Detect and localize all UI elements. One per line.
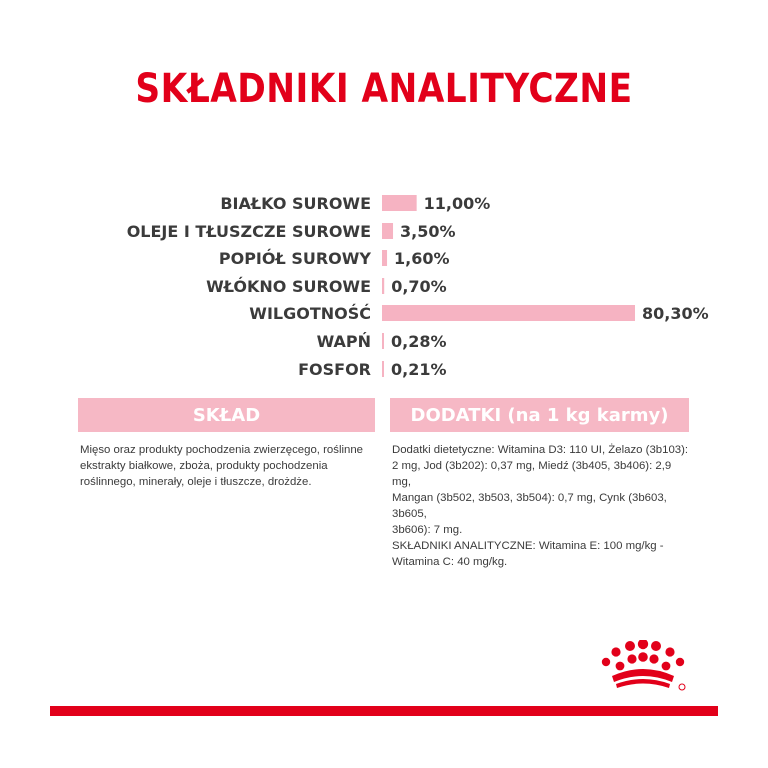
- composition-text: Mięso oraz produkty pochodzenia zwierzęcego, roślinne ekstrakty białkowe, zboża, produkty pochodzenia roślinnego, minerały, oleje i tłuszcze, drożdże.: [80, 444, 364, 488]
- bar: [382, 361, 384, 377]
- category-label: OLEJE I TŁUSZCZE SUROWE: [126, 222, 371, 241]
- royal-canin-crown-icon: [598, 640, 688, 692]
- category-label: POPIÓŁ SUROWY: [218, 249, 371, 268]
- category-label: WAPŃ: [316, 332, 371, 351]
- page-title: SKŁADNIKI ANALITYCZNE: [135, 66, 633, 112]
- additives-text: Dodatki dietetyczne: Witamina D3: 110 UI, Żelazo (3b103): 2 mg, Jod (3b202): 0,37 mg, Miedź (3b405, 3b406): 2,9 mg, Mangan (3b502, 3b503, 3b504): 0,7 mg, Cynk (3b603, 3b605, 3b606): 7 mg. SKŁADNIKI ANALITYCZNE: Witamina E: 100 mg/kg - Witamina C: 40 mg/kg.: [392, 444, 689, 568]
- category-label: FOSFOR: [298, 360, 371, 379]
- value-label: 11,00%: [423, 194, 491, 213]
- value-label: 3,50%: [400, 222, 456, 241]
- composition-header: SKŁAD: [78, 398, 375, 432]
- additives-header: DODATKI (na 1 kg karmy): [390, 398, 689, 432]
- footer-red-bar: [50, 706, 718, 716]
- category-label: WŁÓKNO SUROWE: [206, 277, 371, 296]
- bar: [382, 195, 417, 211]
- bar: [382, 278, 384, 294]
- value-label: 80,30%: [642, 304, 709, 323]
- category-label: BIAŁKO SUROWE: [220, 194, 371, 213]
- bar: [382, 250, 387, 266]
- category-label: WILGOTNOŚĆ: [249, 304, 371, 323]
- value-label: 0,21%: [391, 360, 447, 379]
- bar: [382, 305, 635, 321]
- value-label: 1,60%: [394, 249, 450, 268]
- value-label: 0,70%: [391, 277, 447, 296]
- bar: [382, 333, 384, 349]
- value-label: 0,28%: [391, 332, 447, 351]
- bar: [382, 223, 393, 239]
